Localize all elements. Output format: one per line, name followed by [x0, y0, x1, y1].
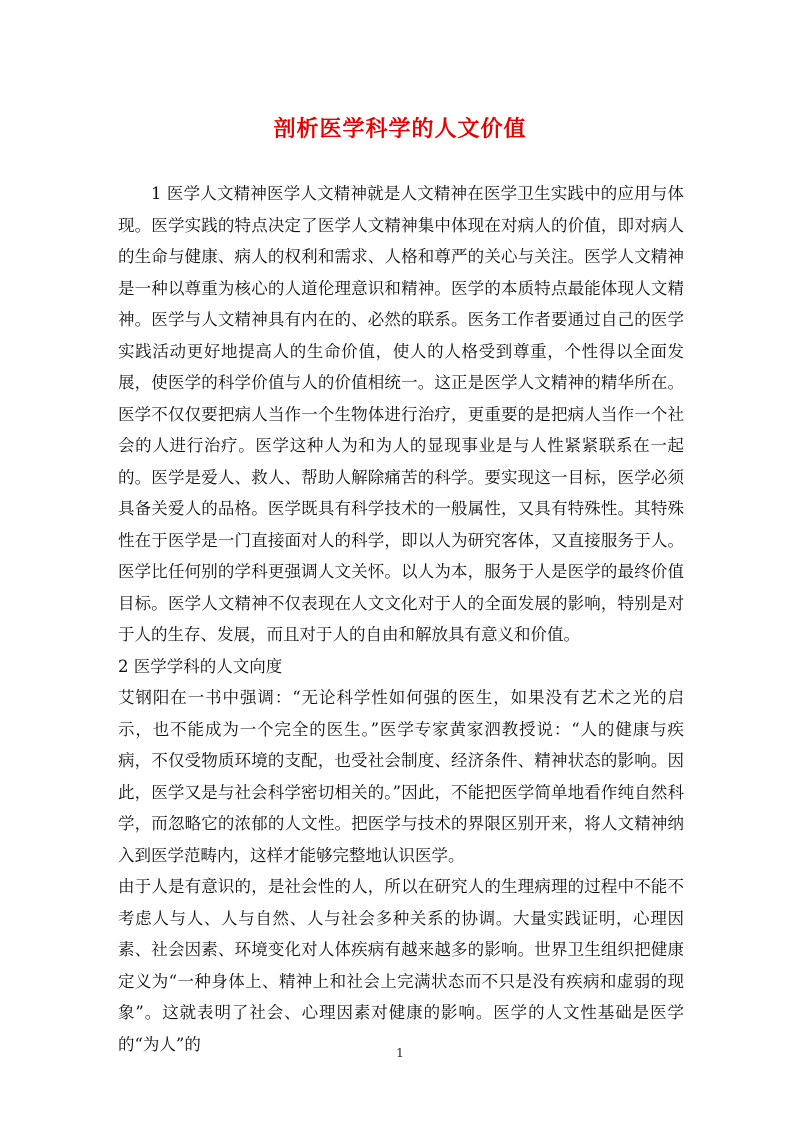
paragraph-medical-humanism: 1 医学人文精神医学人文精神就是人文精神在医学卫生实践中的应用与体现。医学实践的特点决定了医学人文精神集中体现在对病人的价值，即对病人的生命与健康、病人的权利和需求、人格和尊严的关心与关注。医学人文精神是一种以尊重为核心的人道伦理意识和精神。医学的本质特点最能体现人文精神。医学与人文精神具有内在的、必然的联系。医务工作者要通过自己的医学实践活动更好地提高人的生命价值，使人的人格受到尊重，个性得以全面发展，使医学的科学价值与人的价值相统一。这正是医学人文精神的精华所在。医学不仅仅要把病人当作一个生物体进行治疗，更重要的是把病人当作一个社会的人进行治疗。医学这种人为和为人的显现事业是与人性紧紧联系在一起的。医学是爱人、救人、帮助人解除痛苦的科学。要实现这一目标，医学必须具备关爱人的品格。医学既具有科学技术的一般属性，又具有特殊性。其特殊性在于医学是一门直接面对人的科学，即以人为研究客体，又直接服务于人。医学比任何别的学科更强调人文关怀。以人为本，服务于人是医学的最终价值目标。医学人文精神不仅表现在人文文化对于人的全面发展的影响，特别是对于人的生存、发展，而且对于人的自由和解放具有意义和价值。 — [118, 184, 684, 644]
document-title: 剖析医学科学的人文价值 — [273, 116, 527, 142]
page-number: 1 — [396, 1046, 404, 1060]
section-heading-humanistic-dimension: 2 医学学科的人文向度 — [118, 656, 283, 676]
paragraph-quotes: 艾钢阳在一书中强调：“无论科学性如何强的医生，如果没有艺术之光的启示，也不能成为一个完全的医生。”医学专家黄家泗教授说：“人的健康与疾病，不仅受物质环境的支配，也受社会制度、经济条件、精神状态的影响。因此，医学又是与社会科学密切相关的。”因此，不能把医学简单地看作纯自然科学，而忽略它的浓郁的人文性。把医学与技术的界限区别开来，将人文精神纳入到医学范畴内，这样才能够完整地认识医学。 — [118, 688, 684, 865]
document-body — [118, 178, 684, 1060]
paragraph-social-factors: 由于人是有意识的，是社会性的人，所以在研究人的生理病理的过程中不能不考虑人与人、人与自然、人与社会多种关系的协调。大量实践证明，心理因素、社会因素、环境变化对人体疾病有越来越多的影响。世界卫生组织把健康定义为“一种身体上、精神上和社会上完满状态而不只是没有疾病和虚弱的现象”。这就表明了社会、心理因素对健康的影响。医学的人文性基础是医学的“为人”的 — [118, 877, 684, 1054]
